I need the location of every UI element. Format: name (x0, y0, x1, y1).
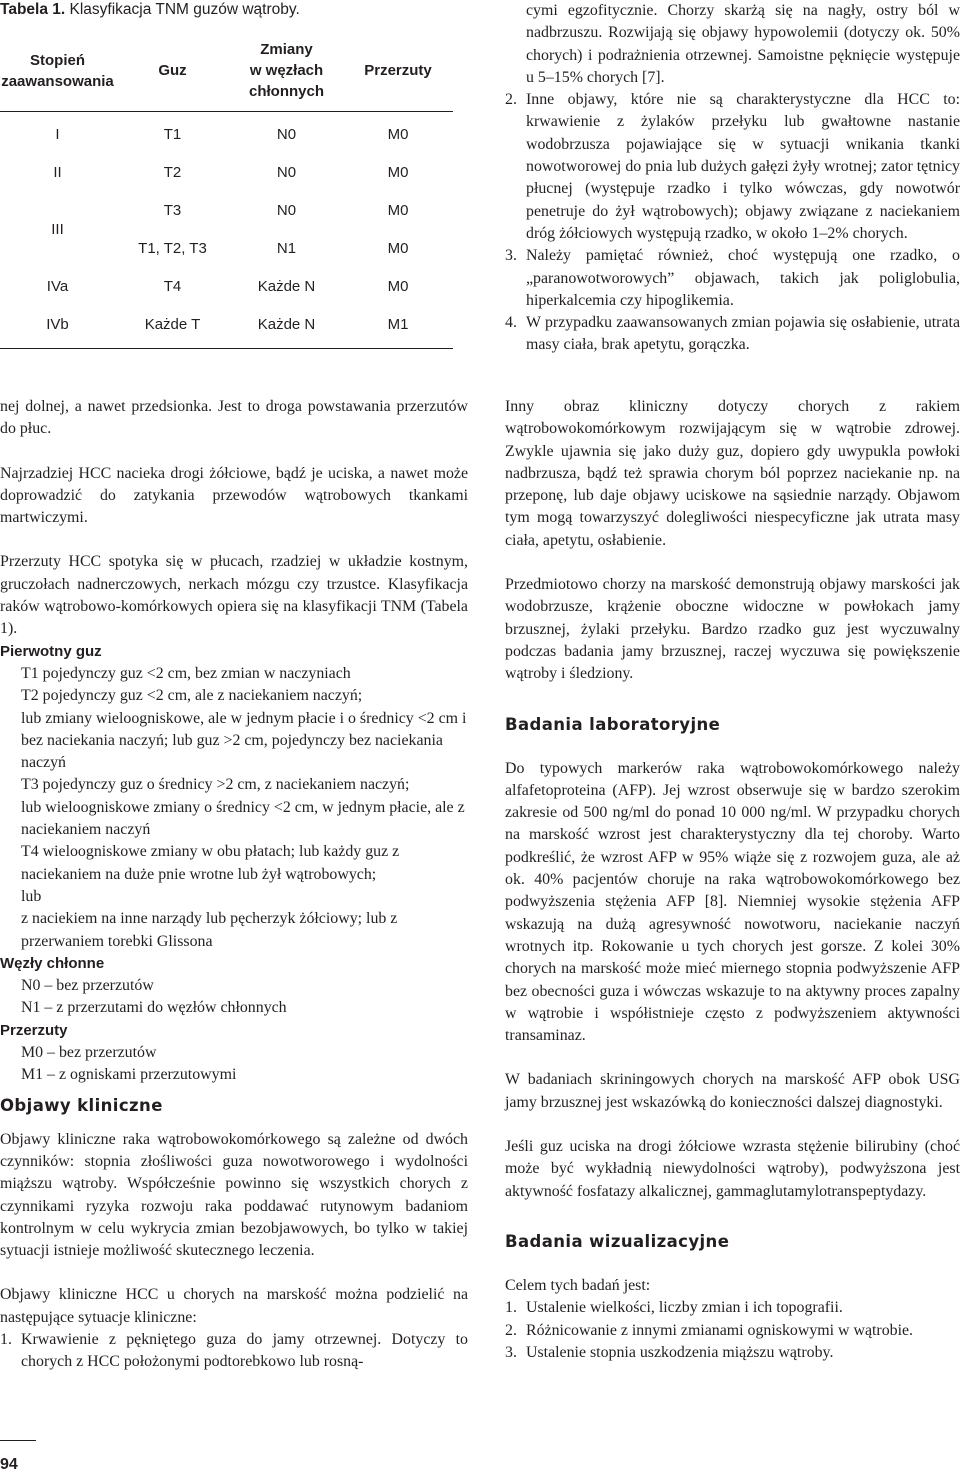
tnm-definition: lub (21, 887, 42, 905)
tnm-definition: M1 – z ogniskami przerzutowymi (21, 1066, 237, 1084)
table-cell: Każde N (257, 316, 316, 333)
list-text: W przypadku zaawansowanych zmian pojawia się osłabienie, utrata masy ciała, brak apetytu, gorączka. (526, 314, 960, 354)
list-text: Różnicowanie z innymi zmianami ogniskowymi w wątrobie. (526, 1321, 914, 1339)
list-item (505, 1320, 960, 1342)
table-cell: M0 (387, 164, 409, 181)
table-cell: M0 (387, 202, 409, 219)
page-number: 94 (0, 1456, 18, 1473)
list-number: 4. (505, 314, 517, 332)
table-cell: N0 (276, 202, 297, 219)
header-stage: Stopień zaawansowania (1, 51, 114, 90)
table-cell: T2 (163, 164, 182, 181)
list-text: Ustalenie wielkości, liczby zmian i ich topografii. (526, 1299, 843, 1317)
table-row (0, 111, 453, 154)
tnm-definition: T1 pojedynczy guz <2 cm, bez zmian w naczyniach (21, 664, 351, 682)
tnm-nodes-heading: Węzły chłonne (0, 954, 105, 972)
tnm-definition: M0 – bez przerzutów (21, 1044, 157, 1062)
tnm-definition: lub wieloogniskowe zmiany o średnicy <2 cm, w jednym płacie, ale z naciekaniem naczyń (21, 798, 465, 839)
table-row (0, 268, 453, 306)
table-cell: T1, T2, T3 (138, 240, 207, 257)
list-item (505, 312, 960, 357)
table-cell: III (51, 221, 64, 238)
section-heading-imaging: Badania wizualizacyjne (505, 1231, 730, 1251)
table-cell: Każde N (257, 278, 316, 295)
table-cell: IVb (46, 316, 69, 333)
tnm-definition: T3 pojedynczy guz o średnicy >2 cm, z naciekaniem naczyń; (21, 776, 410, 794)
table-cell: I (55, 126, 60, 143)
tnm-definition: N1 – z przerzutami do węzłów chłonnych (21, 999, 287, 1017)
list-item (0, 1329, 468, 1374)
header-metastases: Przerzuty (364, 62, 432, 80)
list-text: Krwawienie z pękniętego guza do jamy otrzewnej. Dotyczy to chorych z HCC położonymi podtorebkowo lub rosną- (21, 1330, 468, 1371)
list-number: 1. (0, 1330, 12, 1348)
table-bottom-rule (0, 348, 453, 349)
table-row (0, 306, 453, 344)
table-caption-label: Tabela 1. (0, 1, 66, 18)
list-text: Należy pamiętać również, choć występują one rzadko, o „paranowotworowych” objawach, takich jak poliglobulia, hiperkalcemia czy hipoglikemia. (526, 247, 960, 309)
tnm-definition: T4 wieloogniskowe zmiany w obu płatach; lub każdy guz z naciekaniem na duże pnie wrotne lub żył wątrobowych; (21, 843, 400, 883)
paragraph: cymi egzofitycznie. Chorzy skarżą się na nagły, ostry ból w nadbrzuszu. Rozwijają się objawy hypowolemii (dotyczy ok. 50% chorych) i podrażnienia otrzewnej. Samoistne pęknięcie występuje u 5–15% chorych [7]. (526, 2, 960, 86)
header-tumor: Guz (158, 62, 187, 80)
table-cell: M0 (387, 278, 409, 295)
list-number: 2. (505, 91, 517, 109)
tnm-table-block (0, 0, 468, 349)
table-cell: M0 (387, 126, 409, 143)
paragraph: Do typowych markerów raka wątrobowokomórkowego należy alfafetoproteina (AFP). Jej wzrost obserwuje się w bardzo szerokim zakresie od 500 ng/ml do ponad 10 000 ng/ml. W przypadku chorych na marskość wzrost jest charakterystyczny dla tej choroby. Warto podkreślić, że wzrost AFP w 95% wiąże się z rozwojem guza, ale aż ok. 40% pacjentów choruje na raka wątrobowokomórkowego bez podwyższenia stężenia AFP [8]. Niemniej wysokie stężenia AFP wskazują na dużą agresywność nowotworu, naciekanie naczyń wrotnych itp. Rokowanie u tych chorych jest gorsze. Z kolei 30% chorych na marskość może mieć miernego stopnia podwyższenie AFP bez obecności guza i wówczas wskazuje to na aktywny proces zapalny w wątrobie i współistnieje często z podwyższeniem aktywności transaminaz. (505, 759, 960, 1045)
table-cell: M0 (387, 240, 409, 257)
list-number: 1. (505, 1299, 517, 1317)
table-caption (0, 0, 468, 20)
paragraph: Celem tych badań jest: (505, 1276, 651, 1294)
table-cell: T3 (163, 202, 182, 219)
paragraph: Inny obraz kliniczny dotyczy chorych z rakiem wątrobowokomórkowym rozwijającym się w wątrobie zdrowej. Zwykle ujawnia się jako duży guz, dopiero gdy uwypukla powłoki nadbrzusza, bądź też sprawia chorym ból poprzez naciekanie np. na przeponę, lub daje objawy uciskowe na sąsiednie narządy. Objawom tym mogą towarzyszyć dolegliwości niespecyficzne jak utrata masy ciała, apetytu, osłabienie. (505, 398, 960, 549)
paragraph: Najrzadziej HCC nacieka drogi żółciowe, bądź je uciska, a nawet może doprowadzić do zatykania przewodów wątrobowych tkankami martwiczymi. (0, 464, 468, 527)
tnm-primary-heading: Pierwotny guz (0, 642, 102, 660)
paragraph: Objawy kliniczne HCC u chorych na marskość można podzielić na następujące sytuacje kliniczne: (0, 1286, 468, 1326)
left-column (0, 396, 468, 1374)
table-row (0, 154, 453, 192)
list-item (505, 1342, 960, 1364)
table-cell: T1 (163, 126, 182, 143)
tnm-table (0, 31, 453, 344)
table-header-row (0, 31, 453, 111)
tnm-definition: z naciekiem na inne narządy lub pęcherzyk żółciowy; lub z przerwaniem torebki Glissona (21, 910, 398, 950)
table-cell: N0 (276, 164, 297, 181)
table-caption-text: Klasyfikacja TNM guzów wątroby. (69, 1, 300, 18)
list-item (505, 89, 960, 245)
right-column (505, 396, 960, 1364)
paragraph: Objawy kliniczne raka wątrobowokomórkowego są zależne od dwóch czynników: stopnia złośliwości guza nowotworowego i wydolności miąższu wątroby. Współcześnie powinno się wszystkich chorych z czynnikami ryzyka rozwoju raka poddawać rutynowym badaniom kontrolnym w celu wykrycia zmian bezobjawowych, bo tylko w takiej sytuacji istnieje możliwość skutecznego leczenia. (0, 1130, 468, 1260)
list-text: Inne objawy, które nie są charakterystyczne dla HCC to: krwawienie z żylaków przełyku lub gwałtowne nastanie wodobrzusza pojawiające się w sytuacji wnikania tkanki nowotworowej do pnia lub dużych gałęzi żyły wrotnej; zator tętnicy płucnej (występuje rzadko i tylko wówczas, gdy nowotwór penetruje do żył wątrobowych); objawy związane z naciekaniem dróg żółciowych występują rzadko, w około 1–2% chorych. (526, 91, 960, 242)
tnm-definition: lub zmiany wieloogniskowe, ale w jednym płacie i o średnicy <2 cm i bez naciekania naczyń; lub guz >2 cm, pojedynczy bez naciekania naczyń (21, 709, 467, 772)
paragraph: Jeśli guz uciska na drogi żółciowe wzrasta stężenie bilirubiny (choć może być wykładnią niewydolności wątroby), podwyższona jest aktywność fosfatazy alkalicznej, gammaglutamylotranspeptydazy. (505, 1138, 960, 1200)
table-cell: T4 (163, 278, 182, 295)
header-nodes: Zmiany w węzłach chłonnych (248, 41, 324, 101)
list-number: 2. (505, 1321, 517, 1339)
list-number: 3. (505, 1343, 517, 1361)
paragraph: Przedmiotowo chorzy na marskość demonstrują objawy marskości jak wodobrzusze, krążenie oboczne widoczne w powłokach jamy brzusznej, żylaki przełyku. Bardzo rzadko guz jest wyczuwalny podczas badania jamy brzusznej, raczej wyczuwa się powiększenie wątroby i śledziony. (505, 576, 960, 683)
table-cell: N1 (276, 240, 297, 257)
table-cell: Każde T (144, 316, 201, 333)
table-cell: M1 (387, 316, 409, 333)
section-heading-clinical: Objawy kliniczne (0, 1095, 163, 1115)
tnm-metastases-heading: Przerzuty (0, 1021, 68, 1039)
paragraph: W badaniach skriningowych chorych na marskość AFP obok USG jamy brzusznej jest wskazówką do konieczności dalszej diagnostyki. (505, 1071, 960, 1111)
footer-rule (0, 1440, 36, 1441)
table-cell: II (53, 164, 62, 181)
list-text: Ustalenie stopnia uszkodzenia miąższu wątroby. (526, 1343, 834, 1361)
list-item (505, 1297, 960, 1319)
table-cell: IVa (46, 278, 69, 295)
tnm-definition: T2 pojedynczy guz <2 cm, ale z naciekaniem naczyń; (21, 687, 363, 705)
list-item (505, 245, 960, 312)
list-number: 3. (505, 247, 517, 265)
paragraph: Przerzuty HCC spotyka się w płucach, rzadziej w układzie kostnym, gruczołach nadnerczowych, nerkach mózgu czy trzustce. Klasyfikacja raków wątrobowo-komórkowych opiera się na klasyfikacji TNM (Tabela 1). (0, 553, 468, 638)
tnm-definition: N0 – bez przerzutów (21, 977, 154, 995)
table-row (0, 192, 453, 230)
table-cell: N0 (276, 126, 297, 143)
paragraph: nej dolnej, a nawet przedsionka. Jest to droga powstawania przerzutów do płuc. (0, 398, 468, 438)
top-right-column (505, 0, 960, 357)
section-heading-lab: Badania laboratoryjne (505, 714, 721, 734)
